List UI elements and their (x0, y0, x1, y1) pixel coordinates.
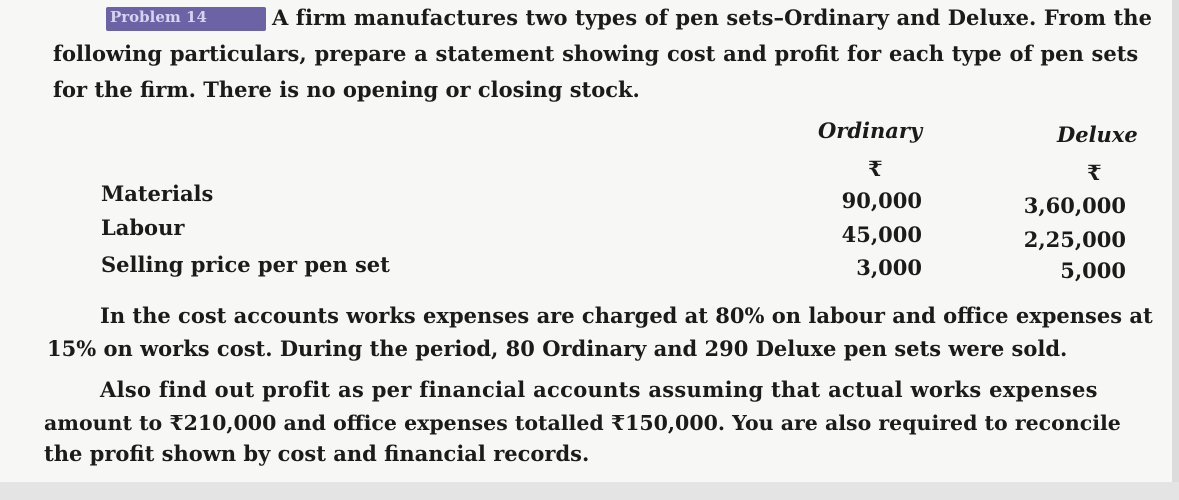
paragraph-1-line-1: In the cost accounts works expenses are charged at 80% on labour and office expenses at (100, 303, 1153, 328)
intro-line-3: for the firm. There is no opening or closing stock. (53, 77, 640, 102)
intro-line-1: A firm manufactures two types of pen sets–Ordinary and Deluxe. From the (272, 5, 1153, 30)
row-label-labour: Labour (101, 215, 185, 240)
paragraph-2-line-3: the profit shown by cost and financial records. (44, 441, 590, 466)
labour-ordinary: 45,000 (841, 222, 922, 247)
currency-deluxe: ₹ (1087, 160, 1102, 185)
currency-ordinary: ₹ (868, 156, 883, 181)
row-label-materials: Materials (101, 181, 214, 206)
paragraph-2-line-2: amount to ₹210,000 and office expenses totalled ₹150,000. You are also required to reconcile (44, 411, 1121, 435)
materials-ordinary: 90,000 (841, 188, 922, 213)
selling-price-ordinary: 3,000 (856, 255, 922, 280)
question-label: Problem 14 (110, 8, 207, 26)
paragraph-2-line-1: Also find out profit as per financial accounts assuming that actual works expenses (100, 377, 1098, 402)
labour-deluxe: 2,25,000 (1023, 227, 1126, 252)
materials-deluxe: 3,60,000 (1023, 193, 1126, 218)
page-edge-bottom (0, 482, 1179, 500)
row-label-selling-price: Selling price per pen set (101, 252, 390, 277)
column-header-deluxe: Deluxe (1057, 122, 1138, 147)
intro-line-2: following particulars, prepare a statement showing cost and profit for each type of pen sets (53, 41, 1139, 66)
column-header-ordinary: Ordinary (818, 118, 923, 143)
page-edge-right (1172, 0, 1179, 500)
selling-price-deluxe: 5,000 (1060, 258, 1126, 283)
paragraph-1-line-2: 15% on works cost. During the period, 80 Ordinary and 290 Deluxe pen sets were sold. (47, 336, 1068, 361)
